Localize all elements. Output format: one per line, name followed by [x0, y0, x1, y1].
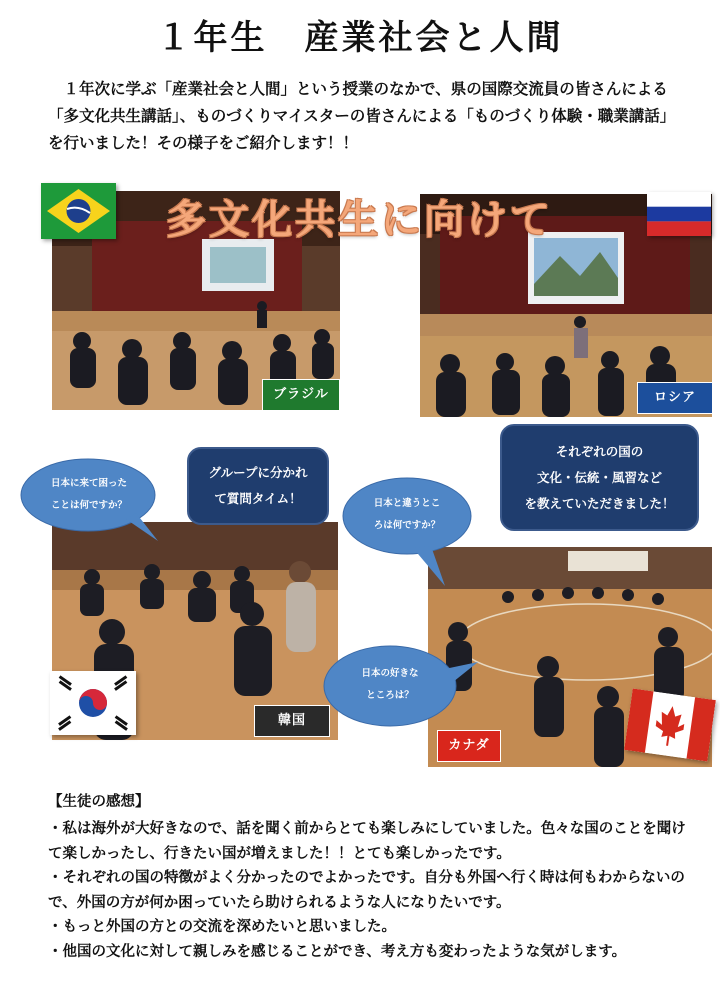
callout-culture-taught: それぞれの国の 文化・伝統・風習など を教えていただきました！ — [500, 424, 699, 531]
korea-flag-icon — [50, 671, 136, 735]
callout-group-question-time: グループに分かれ て質問タイム！ — [187, 447, 329, 525]
impression-item: ・それぞれの国の特徴がよく分かったのでよかったです。自分も外国へ行く時は何もわからないので、外国の方が何か困っていたら助けられるような人になりたいです。 — [48, 870, 685, 911]
impression-item: ・もっと外国の方との交流を深めたいと思いました。 — [48, 919, 396, 935]
bubble-trouble-text: 日本に来て困った ことは何ですか？ — [50, 478, 127, 511]
label-russia: ロシア — [637, 382, 713, 414]
label-canada: カナダ — [437, 730, 501, 762]
banner-heading: 多文化共生に向けて — [166, 197, 553, 243]
brazil-flag-icon — [41, 183, 116, 239]
canada-flag-icon — [624, 688, 716, 761]
impression-item: ・他国の文化に対して親しみを感じることができ、考え方も変わったような気がします。 — [48, 943, 627, 960]
label-brazil: ブラジル — [262, 379, 340, 411]
impression-item: ・私は海外が大好きなので、話を聞く前からとても楽しみにしていました。色々な国のことを聞けて楽しかったし、行きたい国が増えました！！とても楽しかったです。 — [48, 821, 686, 862]
impressions-heading: 【生徒の感想】 — [48, 794, 150, 810]
bubble-favorite-text: 日本の好きな ところは？ — [361, 668, 419, 701]
intro-paragraph: １年次に学ぶ「産業社会と人間」という授業のなかで、県の国際交流員の皆さんによる「多文化共生講話」、ものづくりマイスターの皆さんによる「ものづくり体験・職業講話」を行いました！その様子をご紹介します！！ — [48, 80, 676, 152]
student-impressions — [48, 791, 698, 964]
page-title: １年生 産業社会と人間 — [156, 18, 564, 58]
label-korea: 韓国 — [254, 705, 330, 737]
russia-flag-icon — [647, 192, 711, 236]
bubble-difference-text: 日本と違うとこ ろは何ですか？ — [373, 498, 441, 531]
